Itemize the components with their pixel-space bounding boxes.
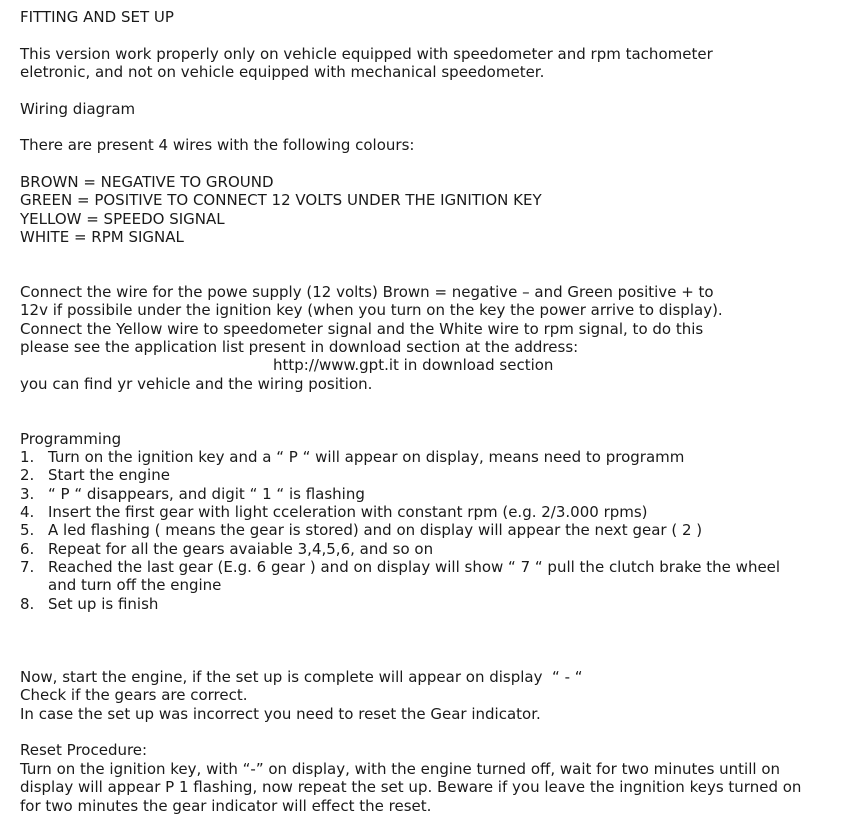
step-text: Set up is finish: [48, 595, 159, 613]
step-text: Insert the first gear with light cceleration with constant rpm (e.g. 2/3.000 rpms): [48, 503, 648, 521]
step-text-continued: and turn off the engine: [48, 576, 222, 594]
step-text: Reached the last gear (E.g. 6 gear ) and on display will show “ 7 “ pull the clutch brake the wheel: [48, 558, 781, 576]
page-title: FITTING AND SET UP: [20, 8, 174, 26]
intro-line: This version work properly only on vehicle equipped with speedometer and rpm tachometer: [20, 45, 713, 63]
reset-line: display will appear P 1 flashing, now repeat the set up. Beware if you leave the ingnition keys turned on: [20, 778, 802, 796]
wiring-heading: Wiring diagram: [20, 100, 136, 118]
after-line: Check if the gears are correct.: [20, 686, 248, 704]
after-line: In case the set up was incorrect you need to reset the Gear indicator.: [20, 705, 541, 723]
connect-line: Connect the Yellow wire to speedometer signal and the White wire to rpm signal, to do this: [20, 320, 704, 338]
find-line: you can find yr vehicle and the wiring position.: [20, 375, 373, 393]
url-line: http://www.gpt.it in download section: [273, 356, 554, 374]
reset-line: for two minutes the gear indicator will effect the reset.: [20, 797, 432, 815]
step-number: 7.: [20, 558, 35, 576]
step-number: 5.: [20, 521, 35, 539]
after-line: Now, start the engine, if the set up is complete will appear on display “ - “: [20, 668, 583, 686]
wires-intro: There are present 4 wires with the following colours:: [20, 136, 415, 154]
step-number: 3.: [20, 485, 35, 503]
step-number: 8.: [20, 595, 35, 613]
step-text: Turn on the ignition key and a “ P “ will appear on display, means need to programm: [48, 448, 685, 466]
intro-line: eletronic, and not on vehicle equipped with mechanical speedometer.: [20, 63, 545, 81]
reset-line: Turn on the ignition key, with “-” on display, with the engine turned off, wait for two minutes untill on: [20, 760, 780, 778]
connect-line: Connect the wire for the powe supply (12 volts) Brown = negative – and Green positive + to: [20, 283, 714, 301]
wire-yellow: YELLOW = SPEEDO SIGNAL: [20, 210, 225, 228]
programming-heading: Programming: [20, 430, 122, 448]
step-number: 4.: [20, 503, 35, 521]
step-number: 6.: [20, 540, 35, 558]
connect-line: 12v if possibile under the ignition key (when you turn on the key the power arrive to display).: [20, 301, 723, 319]
wire-white: WHITE = RPM SIGNAL: [20, 228, 184, 246]
step-text: A led flashing ( means the gear is stored) and on display will appear the next gear ( 2 ): [48, 521, 703, 539]
wire-green: GREEN = POSITIVE TO CONNECT 12 VOLTS UNDER THE IGNITION KEY: [20, 191, 542, 209]
reset-heading: Reset Procedure:: [20, 741, 148, 759]
step-number: 1.: [20, 448, 35, 466]
connect-line: please see the application list present in download section at the address:: [20, 338, 579, 356]
step-text: Repeat for all the gears avaiable 3,4,5,6, and so on: [48, 540, 434, 558]
step-text: Start the engine: [48, 466, 170, 484]
wire-brown: BROWN = NEGATIVE TO GROUND: [20, 173, 274, 191]
step-text: “ P “ disappears, and digit “ 1 “ is flashing: [48, 485, 365, 503]
step-number: 2.: [20, 466, 35, 484]
